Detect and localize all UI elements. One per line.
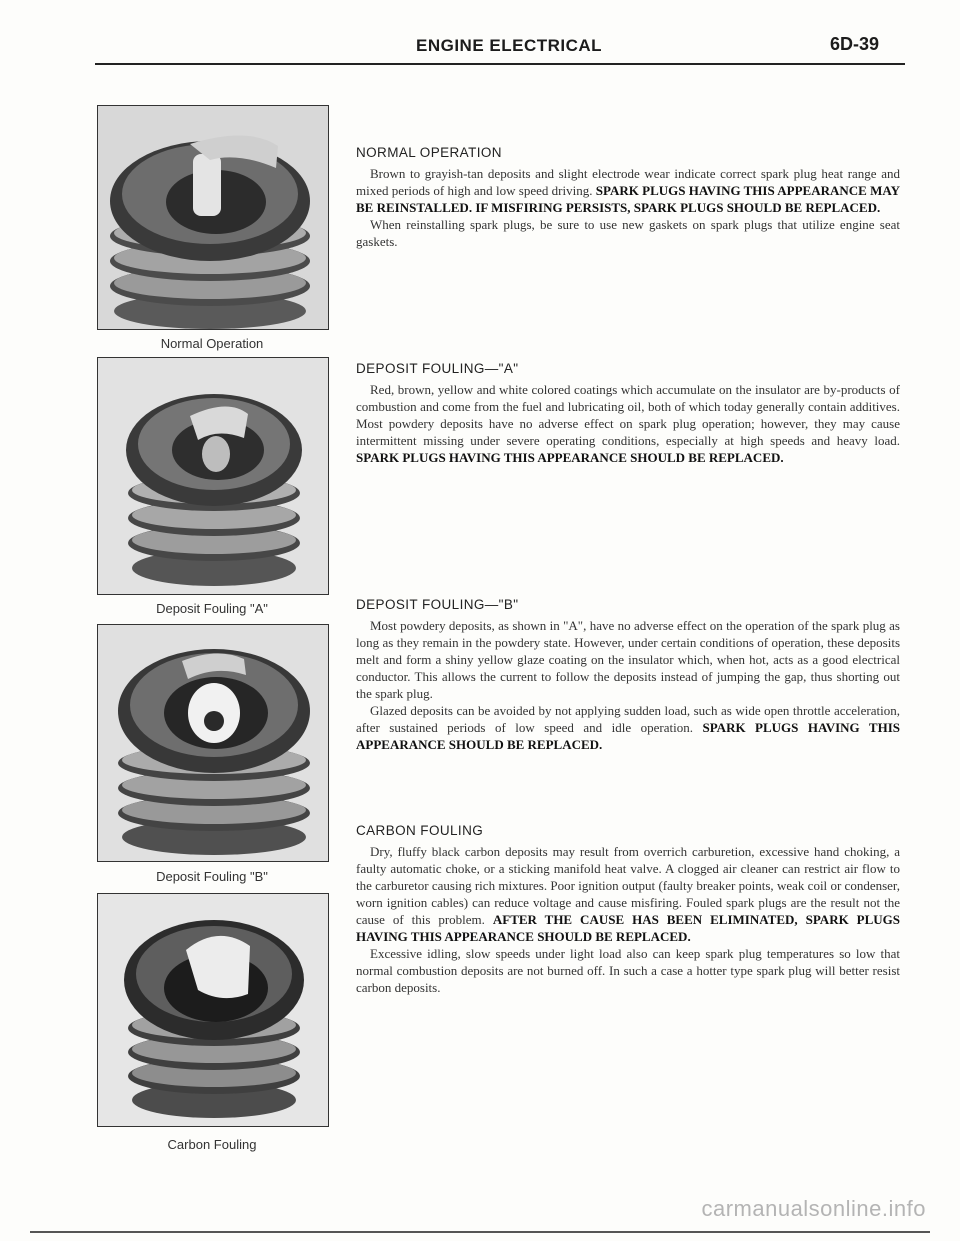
photo-deposit-fouling-b xyxy=(97,624,329,862)
section-deposit-fouling-a xyxy=(356,361,900,466)
spark-plug-carbon-image xyxy=(98,894,328,1126)
header-rule xyxy=(95,63,905,65)
section-normal-operation xyxy=(356,145,900,250)
page-number: 6D-39 xyxy=(830,34,880,54)
paragraph: Most powdery deposits, as shown in "A", have no adverse effect on the operation of the spark plug as long as they remain in the powdery state. However, under certain conditions of operation, these deposits melt and form a shiny yellow glaze coating on the insulator which, when hot, acts as a good electrical conductor. This allows the current to follow the deposits instead of jumping the gap, thus shorting out the spark plug. xyxy=(356,618,900,701)
section-carbon-fouling xyxy=(356,823,900,996)
photo-normal-operation xyxy=(97,105,329,330)
spark-plug-deposit-b-image xyxy=(98,625,328,861)
paragraph: Excessive idling, slow speeds under light load also can keep spark plug temperatures so low that normal combustion deposits are not burned off. In such a case a hotter type spark plug will better resist carbon deposits. xyxy=(356,946,900,995)
page-header-title: ENGINE ELECTRICAL xyxy=(416,36,603,55)
section-deposit-fouling-b xyxy=(356,597,900,753)
footer-rule xyxy=(30,1231,930,1233)
section-heading: DEPOSIT FOULING—"A" xyxy=(356,361,519,376)
paragraph: Red, brown, yellow and white colored coatings which accumulate on the insulator are by-products of combustion and come from the fuel and lubricating oil, both of which today generally contain additives. Most powdery deposits have no adverse effect on spark plug operation; however, they may cause intermittent missing under severe operating conditions, especially at high speeds and heavy load. SPARK PLUGS HAVING THIS APPEARANCE SHOULD BE REPLACED. xyxy=(356,382,900,465)
section-heading: NORMAL OPERATION xyxy=(356,145,502,160)
caption-deposit-fouling-b: Deposit Fouling "B" xyxy=(156,869,268,884)
caption-normal-operation: Normal Operation xyxy=(160,336,264,351)
section-heading: CARBON FOULING xyxy=(356,823,484,838)
paragraph: Brown to grayish-tan deposits and slight electrode wear indicate correct spark plug heat range and mixed periods of high and low speed driving. SPARK PLUGS HAVING THIS APPEARANCE MAY BE REINSTALLED. IF MISFIRING PERSISTS, SPARK PLUGS SHOULD BE REPLACED. xyxy=(356,166,900,215)
paragraph: When reinstalling spark plugs, be sure to use new gaskets on spark plugs that utilize engine seat gaskets. xyxy=(356,217,900,249)
caption-deposit-fouling-a: Deposit Fouling "A" xyxy=(156,601,268,616)
watermark: carmanualsonline.info xyxy=(701,1196,926,1221)
caption-carbon-fouling: Carbon Fouling xyxy=(167,1137,257,1152)
paragraph: Glazed deposits can be avoided by not applying sudden load, such as wide open throttle acceleration, after sustained periods of low speed and idle operation. SPARK PLUGS HAVING THIS APPEARANCE SHOULD BE REPLACED. xyxy=(356,703,901,752)
photo-deposit-fouling-a xyxy=(97,357,329,595)
section-heading: DEPOSIT FOULING—"B" xyxy=(356,597,519,612)
paragraph: Dry, fluffy black carbon deposits may result from overrich carburetion, excessive hand choking, a faulty automatic choke, or a sticking manifold heat valve. A clogged air cleaner can restrict air flow to the carburetor causing rich mixtures. Poor ignition output (faulty breaker points, weak coil or condenser, worn ignition cables) can reduce voltage and cause misfiring. Fouled spark plugs are the result not the cause of this problem. AFTER THE CAUSE HAS BEEN ELIMINATED, SPARK PLUGS HAVING THIS APPEARANCE SHOULD BE REPLACED. xyxy=(356,844,900,944)
spark-plug-normal-image xyxy=(98,106,328,329)
photo-carbon-fouling xyxy=(97,893,329,1127)
spark-plug-deposit-a-image xyxy=(98,358,328,594)
